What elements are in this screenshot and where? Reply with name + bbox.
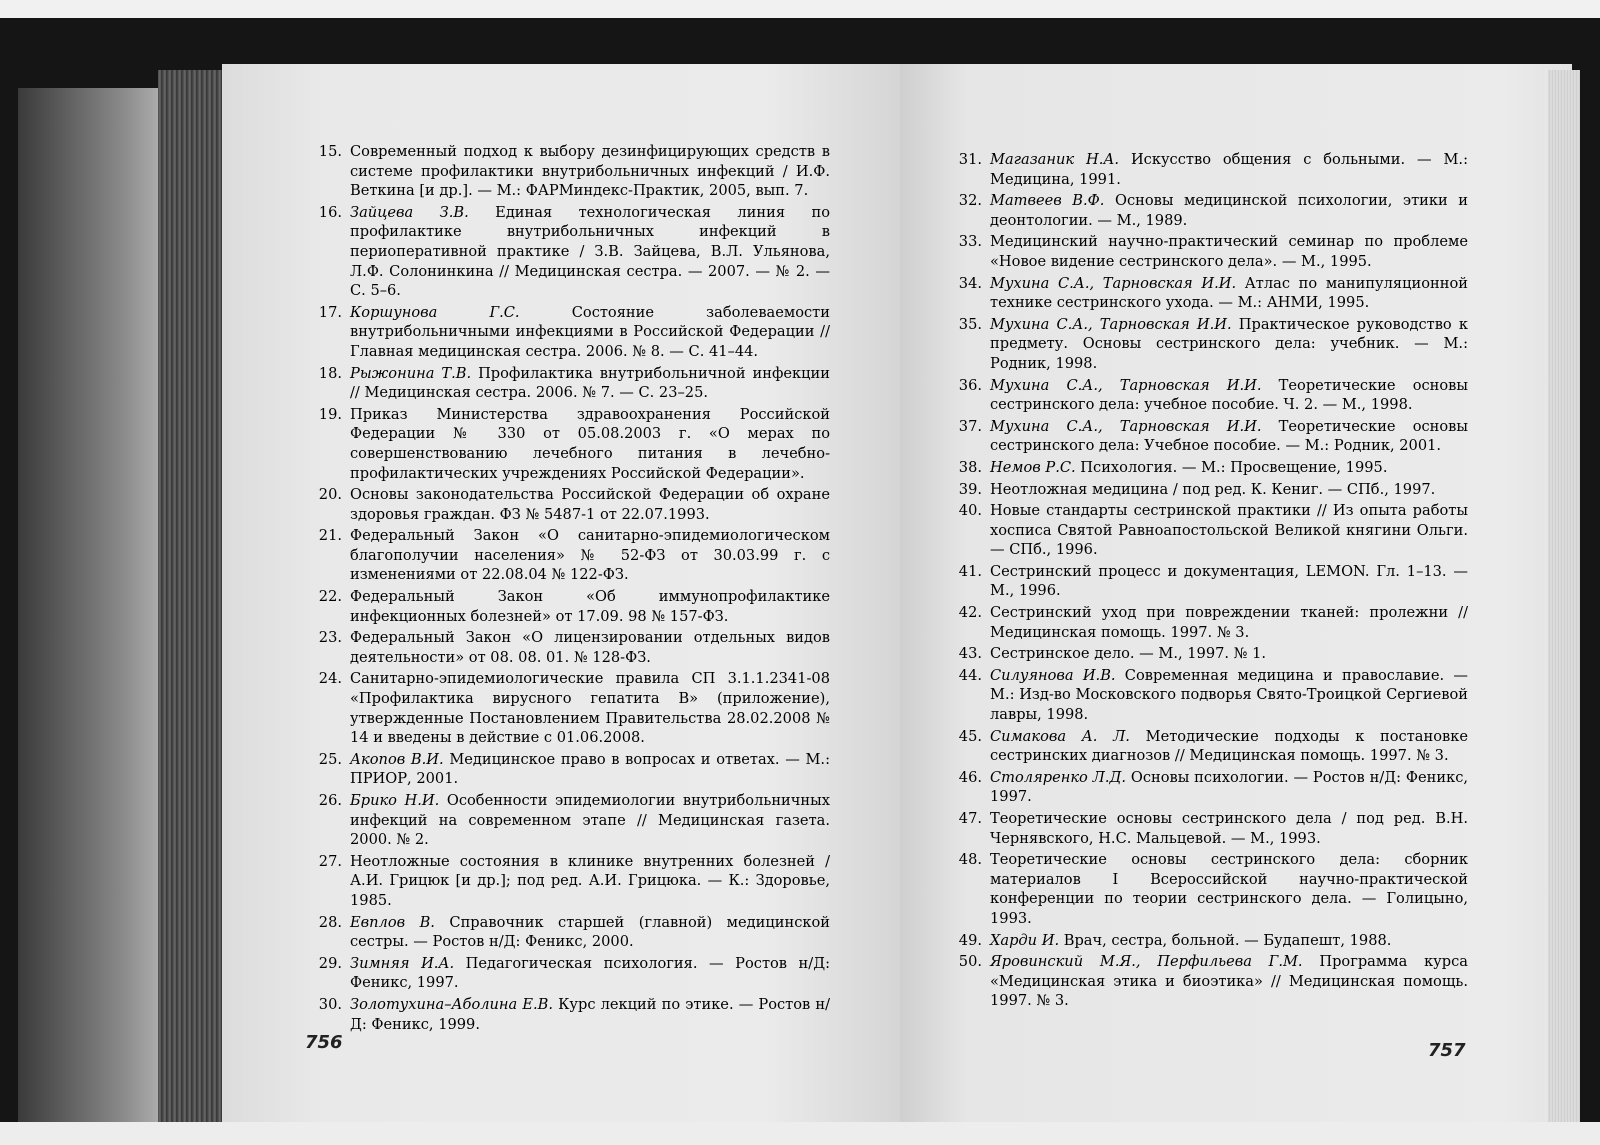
reference-text: Теоретические основы сестринского дела: Учебное пособие. — М.: Родник, 2001. [990, 417, 1468, 455]
book-cover-shadow [18, 88, 168, 1123]
reference-text: Сестринский уход при повреждении тканей: пролежни // Медицинская помощь. 1997. № 3. [990, 604, 1468, 641]
reference-number: 22. [318, 588, 342, 606]
reference-entry [952, 376, 1468, 415]
reference-number: 16. [318, 203, 342, 221]
reference-author: Зайцева З.В. [350, 203, 469, 221]
reference-entry [312, 142, 830, 201]
reference-number: 35. [958, 315, 982, 333]
reference-text: Психология. — М.: Просвещение, 1995. [1075, 458, 1388, 476]
reference-number: 48. [958, 851, 982, 869]
reference-author: Зимняя И.А. [350, 954, 455, 972]
reference-number: 47. [958, 810, 982, 827]
reference-text: Современный подход к выбору дезинфицирующих средств в системе профилактики внутрибольничных инфекций / И.Ф. Веткина [и др.]. — М.: ФАРМиндекс-Практик, 2005, вып. 7. [350, 143, 830, 200]
reference-number: 39. [958, 480, 982, 498]
reference-entry [952, 727, 1468, 766]
page-number-right: 757 [1428, 1040, 1466, 1061]
reference-number: 17. [318, 303, 342, 321]
reference-author: Яровинский М.Я., Перфильева Г.М. [990, 953, 1303, 971]
reference-entry [312, 852, 830, 911]
reference-number: 40. [958, 502, 982, 520]
reference-entry [952, 644, 1468, 664]
reference-entry [312, 405, 830, 483]
reference-text: Теоретические основы сестринского дела: сборник материалов I Всероссийской научно-практической конференции по теории сестринского дела. — Голицыно, 1993. [990, 851, 1468, 927]
reference-text: Новые стандарты сестринской практики // Из опыта работы хосписа Святой Равноапостольской Великой княгини Ольги. — СПб., 1996. [990, 502, 1468, 559]
reference-entry [312, 669, 830, 747]
reference-text: Основы законодательства Российской Федерации об охране здоровья граждан. ФЗ № 5487-1 от 22.07.1993. [350, 486, 830, 523]
reference-entry [952, 562, 1468, 601]
reference-author: Рыжонина Т.В. [350, 364, 472, 382]
reference-entry [952, 315, 1468, 374]
reference-number: 41. [958, 562, 982, 580]
reference-author: Симакова А. Л. [990, 727, 1130, 745]
reference-entry [312, 628, 830, 667]
reference-text: Программа курса «Медицинская этика и биоэтика» // Медицинская помощь. 1997. № 3. [990, 953, 1468, 1010]
reference-author: Мухина С.А., Тарновская И.И. [990, 376, 1262, 394]
reference-text: Неотложные состояния в клинике внутренних болезней / А.И. Грицюк [и др.]; под ред. А.И. Грицюка. — К.: Здоровье, 1985. [350, 852, 830, 909]
reference-entry [952, 191, 1468, 230]
reference-entry [312, 954, 830, 993]
reference-entry [312, 750, 830, 789]
reference-entry [312, 791, 830, 850]
reference-number: 37. [958, 417, 982, 435]
reference-number: 21. [318, 527, 342, 545]
reference-text: Искусство общения с больными. — М.: Медицина, 1991. [990, 151, 1468, 188]
reference-text: Медицинское право в вопросах и ответах. — М.: ПРИОР, 2001. [350, 750, 830, 788]
reference-entry [312, 303, 830, 362]
page-number-left: 756 [305, 1032, 343, 1053]
reference-author: Золотухина–Аболина Е.В. [350, 995, 554, 1013]
reference-text: Единая технологическая линия по профилактике внутрибольничных инфекций в периоперативной практике / З.В. Зайцева, В.Л. Ульянова, Л.Ф. Солонинкина // Медицинская сестра. — 2007. — № 2. — С. 5–6. [350, 203, 830, 300]
reference-text: Особенности эпидемиологии внутрибольничных инфекций на современном этапе // Медицинская газета. 2000. № 2. [350, 792, 830, 849]
reference-author: Мухина С.А., Тарновская И.И. [990, 274, 1237, 292]
reference-number: 29. [318, 954, 342, 972]
reference-author: Брико Н.И. [350, 792, 440, 809]
reference-number: 32. [958, 192, 982, 210]
reference-number: 33. [958, 233, 982, 251]
reference-text: Теоретические основы сестринского дела / под ред. В.Н. Чернявского, Н.С. Мальцевой. — М., 1993. [990, 810, 1468, 847]
book-page-edges [158, 70, 226, 1122]
reference-entry [952, 850, 1468, 928]
reference-text: Профилактика внутрибольничной инфекции // Медицинская сестра. 2006. № 7. — С. 23–25. [350, 364, 830, 402]
reference-author: Мухина С.А., Тарновская И.И. [990, 315, 1232, 333]
reference-author: Матвеев В.Ф. [990, 192, 1105, 210]
reference-entry [312, 364, 830, 403]
reference-entry [952, 501, 1468, 560]
reference-text: Атлас по манипуляционной технике сестринского ухода. — М.: АНМИ, 1995. [990, 274, 1468, 312]
reference-entry [952, 232, 1468, 271]
reference-entry [952, 931, 1468, 951]
reference-text: Медицинский научно-практический семинар по проблеме «Новое видение сестринского дела». — М., 1995. [990, 233, 1468, 270]
reference-author: Немов Р.С. [990, 458, 1076, 476]
reference-entry [312, 587, 830, 626]
scan-top-margin [0, 0, 1600, 18]
reference-entry [952, 603, 1468, 642]
reference-number: 44. [958, 666, 982, 684]
reference-text: Неотложная медицина / под ред. К. Кениг. — СПб., 1997. [990, 480, 1436, 498]
reference-entry [952, 417, 1468, 456]
reference-text: Сестринский процесс и документация, LEMON. Гл. 1–13. — М., 1996. [990, 562, 1468, 600]
reference-number: 24. [318, 670, 342, 688]
reference-entry [952, 768, 1468, 807]
reference-author: Мухина С.А., Тарновская И.И. [990, 417, 1262, 435]
reference-number: 20. [318, 486, 342, 504]
reference-text: Теоретические основы сестринского дела: учебное пособие. Ч. 2. — М., 1998. [990, 376, 1468, 414]
reference-text: Курс лекций по этике. — Ростов н/Д: Феникс, 1999. [350, 995, 830, 1033]
reference-text: Сестринское дело. — М., 1997. № 1. [990, 645, 1267, 663]
reference-text: Санитарно-эпидемиологические правила СП 3.1.1.2341-08 «Профилактика вирусного гепатита В» (приложение), утвержденные Постановлением Правительства 28.02.2008 № 14 и введены в действие с 01.06.2008. [350, 670, 830, 747]
reference-number: 38. [958, 458, 982, 476]
reference-entry [312, 526, 830, 585]
reference-author: Акопов В.И. [350, 750, 444, 768]
reference-number: 34. [958, 274, 982, 292]
reference-entry [952, 274, 1468, 313]
reference-number: 36. [958, 376, 982, 394]
reference-entry [952, 150, 1468, 189]
reference-author: Евплов В. [350, 913, 435, 931]
reference-number: 18. [318, 364, 342, 382]
reference-number: 27. [318, 852, 342, 870]
reference-number: 19. [318, 405, 342, 423]
reference-text: Федеральный Закон «О лицензировании отдельных видов деятельности» от 08. 08. 01. № 128-ФЗ. [350, 629, 830, 666]
reference-number: 30. [318, 995, 342, 1013]
reference-number: 28. [318, 913, 342, 931]
reference-text: Состояние заболеваемости внутрибольничными инфекциями в Российской Федерации // Главная медицинская сестра. 2006. № 8. — С. 41–44. [350, 303, 830, 360]
reference-text: Врач, сестра, больной. — Будапешт, 1988. [1059, 931, 1392, 949]
right-reference-list [952, 150, 1468, 1013]
reference-text: Основы психологии. — Ростов н/Д: Феникс, 1997. [990, 768, 1468, 806]
reference-entry [312, 485, 830, 524]
reference-author: Силуянова И.В. [990, 666, 1116, 684]
left-reference-list [312, 142, 830, 1036]
reference-text: Приказ Министерства здравоохранения Российской Федерации № 330 от 05.08.2003 г. «О мерах по совершенствованию лечебного питания в лечебно-профилактических учреждениях Российской Федерации». [350, 405, 830, 482]
reference-entry [312, 203, 830, 301]
reference-entry [952, 480, 1468, 500]
reference-number: 50. [958, 953, 982, 971]
reference-number: 43. [958, 645, 982, 663]
reference-text: Федеральный Закон «О санитарно-эпидемиологическом благополучии населения» № 52-ФЗ от 30.03.99 г. с изменениями от 22.08.04 № 122-ФЗ. [350, 527, 830, 584]
reference-text: Современная медицина и православие. — М.: Изд-во Московского подворья Свято-Троицкой Сергиевой лавры, 1998. [990, 666, 1468, 724]
reference-entry [312, 995, 830, 1034]
reference-entry [952, 458, 1468, 478]
reference-number: 45. [958, 727, 982, 745]
reference-text: Методические подходы к постановке сестринских диагнозов // Медицинская помощь. 1997. № 3. [990, 727, 1468, 765]
reference-author: Столяренко Л.Д. [990, 768, 1127, 786]
scan-bottom-margin [0, 1122, 1600, 1145]
reference-entry [312, 913, 830, 952]
reference-text: Справочник старшей (главной) медицинской сестры. — Ростов н/Д: Феникс, 2000. [350, 913, 830, 951]
reference-number: 49. [958, 931, 982, 949]
reference-number: 42. [958, 604, 982, 622]
reference-number: 31. [958, 151, 982, 168]
reference-text: Педагогическая психология. — Ростов н/Д: Феникс, 1997. [350, 954, 830, 992]
reference-text: Практическое руководство к предмету. Основы сестринского дела: учебник. — М.: Родник, 1998. [990, 315, 1468, 372]
reference-text: Основы медицинской психологии, этики и деонтологии. — М., 1989. [990, 192, 1469, 229]
right-page-edges [1548, 70, 1580, 1122]
reference-entry [952, 952, 1468, 1011]
reference-number: 26. [318, 792, 342, 809]
reference-entry [952, 809, 1468, 848]
reference-number: 46. [958, 768, 982, 786]
reference-text: Федеральный Закон «Об иммунопрофилактике инфекционных болезней» от 17.09. 98 № 157-ФЗ. [350, 588, 830, 625]
reference-number: 15. [318, 143, 342, 160]
reference-author: Коршунова Г.С. [350, 303, 520, 321]
reference-number: 25. [318, 750, 342, 768]
reference-number: 23. [318, 629, 342, 647]
reference-author: Магазаник Н.А. [990, 151, 1120, 168]
reference-author: Харди И. [990, 931, 1060, 949]
reference-entry [952, 666, 1468, 725]
